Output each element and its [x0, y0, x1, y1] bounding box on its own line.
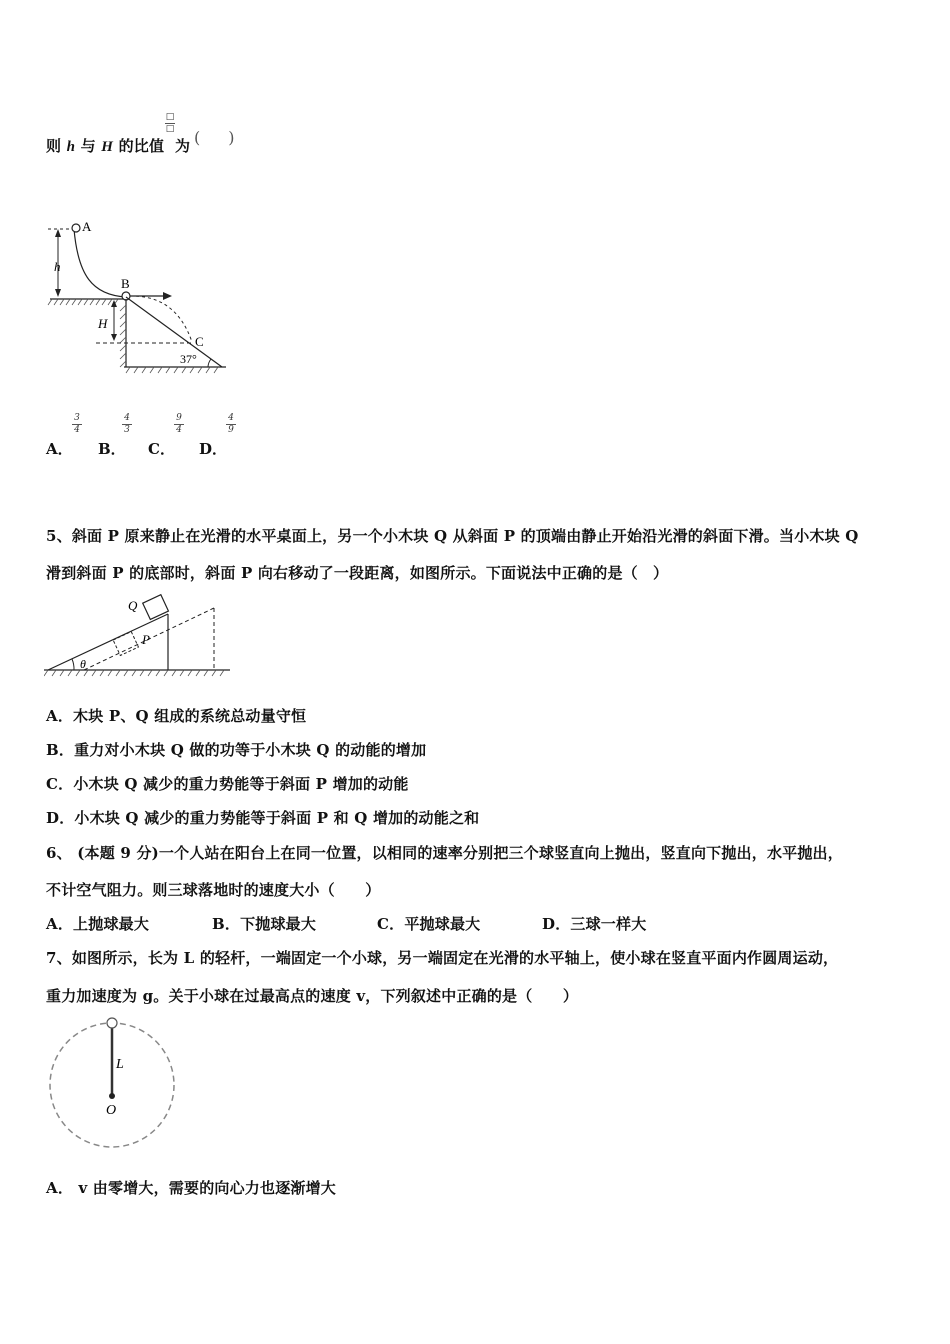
q4-stem-prefix: 则: [46, 137, 62, 155]
q5-stem-line1: 5、斜面 P 原来静止在光滑的水平桌面上，另一个小木块 Q 从斜面 P 的顶端由静止开始沿光滑的斜面下滑。当小木块 Q: [46, 527, 859, 545]
q7-fig-label-O: O: [106, 1103, 117, 1118]
q4-stem-suffix: 为: [175, 137, 191, 155]
q6-stem-line1: 6、 (本题 9 分)一个人站在阳台上在同一位置，以相同的速率分别把三个球竖直向上抛出，竖直向下抛出，水平抛出，: [46, 844, 843, 862]
q4-option-c[interactable]: C．: [148, 440, 175, 458]
q4-option-a[interactable]: A．: [46, 440, 73, 458]
q4-frac-den: □: [165, 124, 175, 134]
q4-stem: [46, 135, 164, 156]
q7-stem-line1: 7、如图所示，长为 L 的轻杆，一端固定一个小球，另一端固定在光滑的水平轴上，使小球在竖直平面内作圆周运动，: [46, 949, 839, 967]
q5-option-d[interactable]: D．小木块 Q 减少的重力势能等于斜面 P 和 Q 增加的动能之和: [46, 809, 480, 827]
q4-frac-num: □: [165, 112, 175, 122]
q6-option-a[interactable]: A．上抛球最大: [46, 915, 150, 933]
q5-option-c[interactable]: C．小木块 Q 减少的重力势能等于斜面 P 增加的动能: [46, 775, 409, 793]
q6-option-b[interactable]: B．下抛球最大: [212, 915, 317, 933]
q4-ball-a: [72, 224, 80, 232]
q7-stem-line2: 重力加速度为 g。关于小球在过最高点的速度 v，下列叙述中正确的是（ ）: [46, 987, 579, 1005]
q7-fig-label-L: L: [116, 1057, 124, 1072]
q4-fig-label-A: A: [82, 219, 92, 234]
q5-fig-label-P: P: [142, 632, 150, 647]
q6-option-d[interactable]: D．三球一样大: [542, 915, 647, 933]
q4-option-b[interactable]: B．: [98, 440, 126, 458]
q4-option-d-fraction: 4 9: [224, 413, 238, 436]
q5-fig-label-Q: Q: [128, 598, 138, 613]
q4-fig-label-H: H: [98, 316, 108, 331]
q4-fig-label-C: C: [195, 334, 204, 349]
q4-answer-paren: ( ): [194, 128, 235, 147]
q4-ratio-fraction: [163, 112, 177, 135]
q5-option-a[interactable]: A．木块 P、Q 组成的系统总动量守恒: [46, 707, 307, 725]
q4-stem-mid: 与: [80, 137, 96, 155]
q4-option-b-fraction: 4 3: [120, 413, 134, 436]
q5-stem-line2: 滑到斜面 P 的底部时，斜面 P 向右移动了一段距离，如图所示。下面说法中正确的是（ ）: [46, 564, 669, 582]
q6-option-c[interactable]: C．平抛球最大: [377, 915, 481, 933]
q4-fig-label-h: h: [54, 259, 61, 274]
q4-var-h: h: [66, 139, 76, 155]
q7-ball: [107, 1018, 117, 1028]
q5-fig-label-theta: θ: [80, 657, 86, 671]
q5-figure: [44, 592, 234, 678]
q6-stem-line2: 不计空气阻力。则三球落地时的速度大小（ ）: [46, 881, 381, 899]
q5-option-b[interactable]: B．重力对小木块 Q 做的功等于小木块 Q 的动能的增加: [46, 741, 427, 759]
q4-option-c-fraction: 9 4: [172, 413, 186, 436]
q4-figure: [44, 215, 234, 375]
q7-figure: [44, 1012, 184, 1157]
q4-option-d[interactable]: D．: [199, 440, 228, 458]
q4-option-a-fraction: 3 4: [70, 413, 84, 436]
q4-var-H: H: [101, 139, 114, 155]
q7-option-a[interactable]: A． v 由零增大，需要的向心力也逐渐增大: [46, 1179, 337, 1197]
q4-fig-label-angle: 37°: [180, 352, 197, 366]
q4-fig-label-B: B: [121, 276, 130, 291]
q4-stem-mid2: 的比值: [118, 137, 165, 155]
q7-pivot: [109, 1093, 115, 1099]
